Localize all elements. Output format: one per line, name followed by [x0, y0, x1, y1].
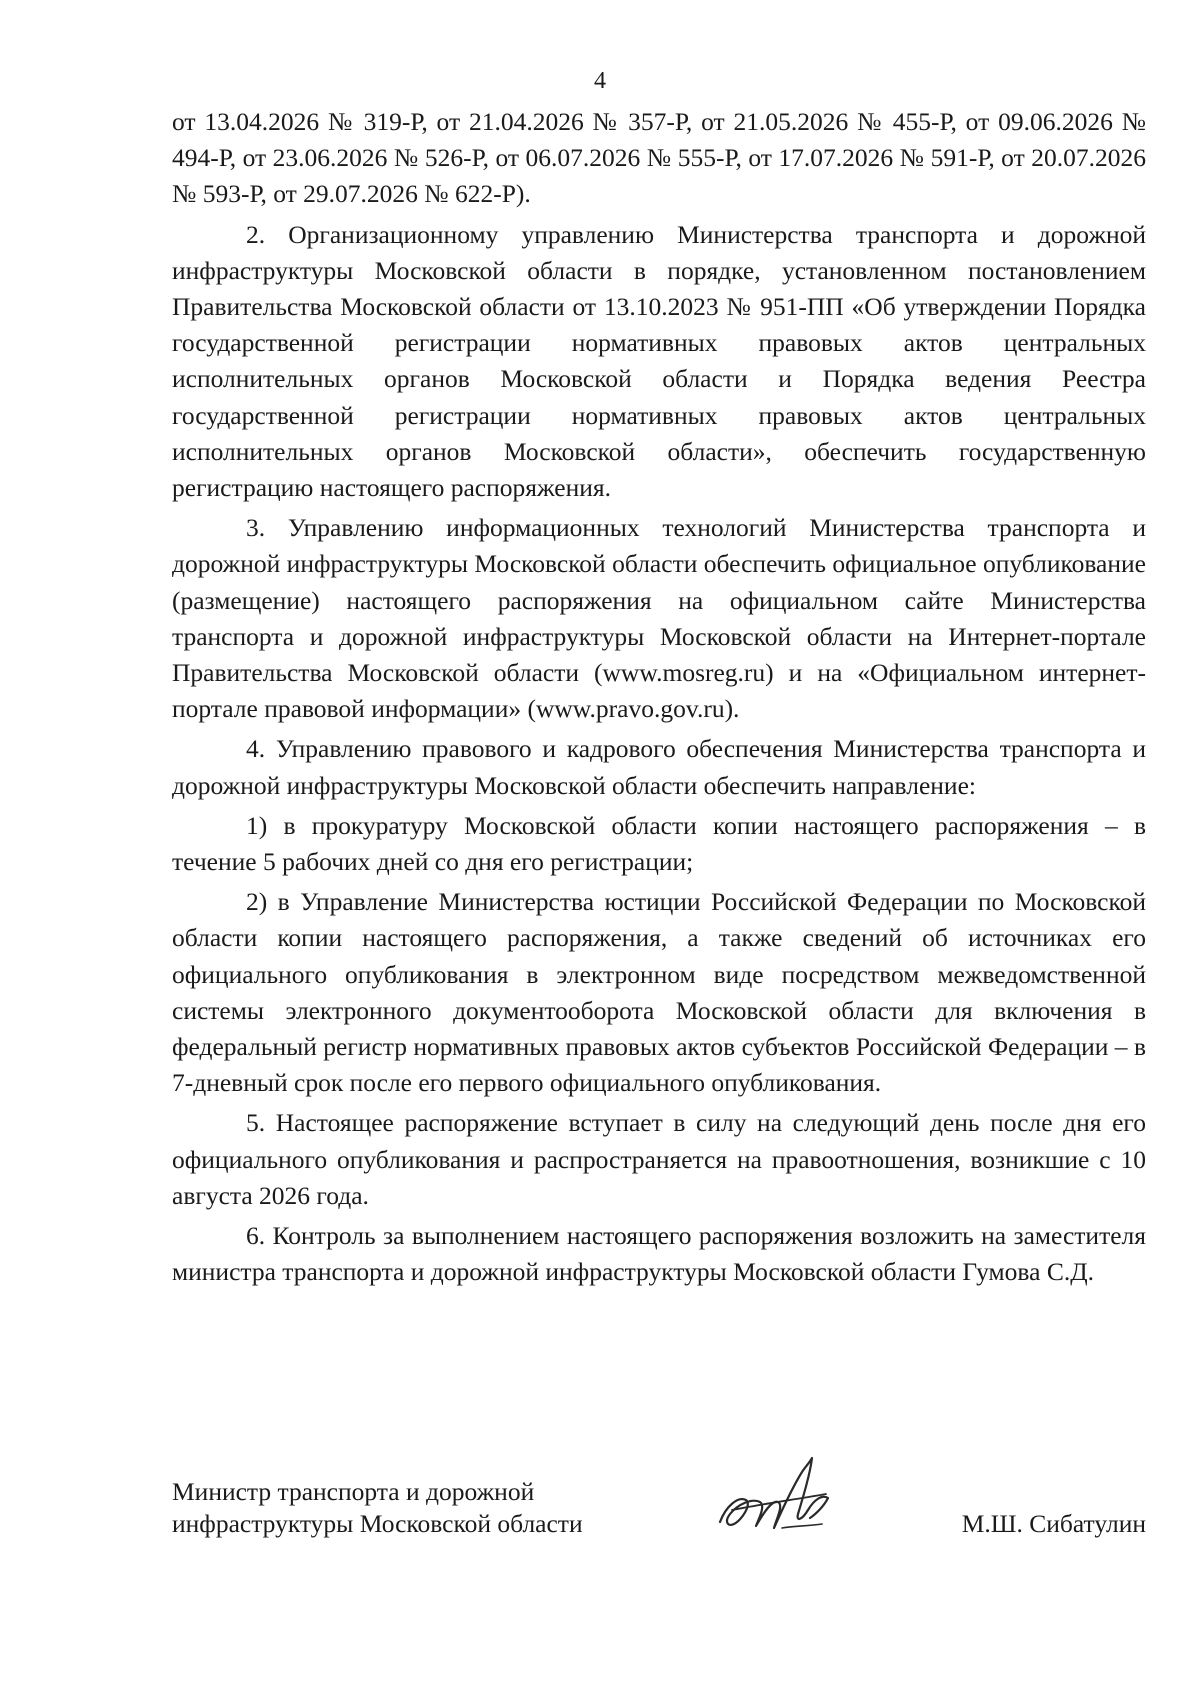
paragraph-item-4: 4. Управлению правового и кадрового обеспечения Министерства транспорта и дорожной инфраструктуры Московской области обеспечить направление: [172, 734, 1146, 800]
signature-block [172, 1476, 1146, 1566]
paragraph-continuation: от 13.04.2026 № 319-Р, от 21.04.2026 № 357-Р, от 21.05.2026 № 455-Р, от 09.06.2026 № 494-Р, от 23.06.2026 № 526-Р, от 06.07.2026 № 555-Р, от 17.07.2026 № 591-Р, от 20.07.2026 № 593-Р, от 29.07.2026 № 622-Р). [172, 107, 1146, 209]
document-body [172, 104, 1146, 1291]
paragraph-subitem-2: 2) в Управление Министерства юстиции Российской Федерации по Московской области копии настоящего распоряжения, а также сведений об источниках его официального опубликования в электронном виде посредством межведомственной системы электронного документооборота Московской области для включения в федеральный регистр нормативных правовых актов субъектов Российской Федерации – в 7-дневный срок после его первого официального опубликования. [172, 887, 1146, 1098]
paragraph-subitem-1: 1) в прокуратуру Московской области копии настоящего распоряжения – в течение 5 рабочих дней со дня его регистрации; [172, 810, 1146, 877]
paragraph-item-6: 6. Контроль за выполнением настоящего распоряжения возложить на заместителя министра транспорта и дорожной инфраструктуры Московской области Гумова С.Д. [172, 1221, 1146, 1287]
handwritten-signature-icon [712, 1448, 842, 1548]
page-number: 4 [594, 68, 606, 94]
signer-title-line-2: инфраструктуры Московской области [172, 1509, 583, 1538]
signer-title-line-1: Министр транспорта и дорожной [172, 1477, 535, 1506]
paragraph-item-2: 2. Организационному управлению Министерства транспорта и дорожной инфраструктуры Московской области в порядке, установленном постановлением Правительства Московской области от 13.10.2023 № 951-ПП «Об утверждении Порядка государственной регистрации нормативных правовых актов центральных исполнительных органов Московской области и Порядка ведения Реестра государственной регистрации нормативных правовых актов центральных исполнительных органов Московской области», обеспечить государственную регистрацию настоящего распоряжения. [172, 219, 1146, 503]
paragraph-item-5: 5. Настоящее распоряжение вступает в силу на следующий день после дня его официального опубликования и распространяется на правоотношения, возникшие с 10 августа 2026 года. [172, 1108, 1146, 1210]
signer-title [172, 1476, 583, 1540]
paragraph-item-3: 3. Управлению информационных технологий Министерства транспорта и дорожной инфраструктуры Московской области обеспечить официальное опубликование (размещение) настоящего распоряжения на официальном сайте Министерства транспорта и дорожной инфраструктуры Московской области на Интернет-портале Правительства Московской области (www.mosreg.ru) и на «Официальном интернет-портале правовой информации» (www.pravo.gov.ru). [172, 513, 1146, 724]
signer-name: М.Ш. Сибатулин [961, 1509, 1146, 1538]
